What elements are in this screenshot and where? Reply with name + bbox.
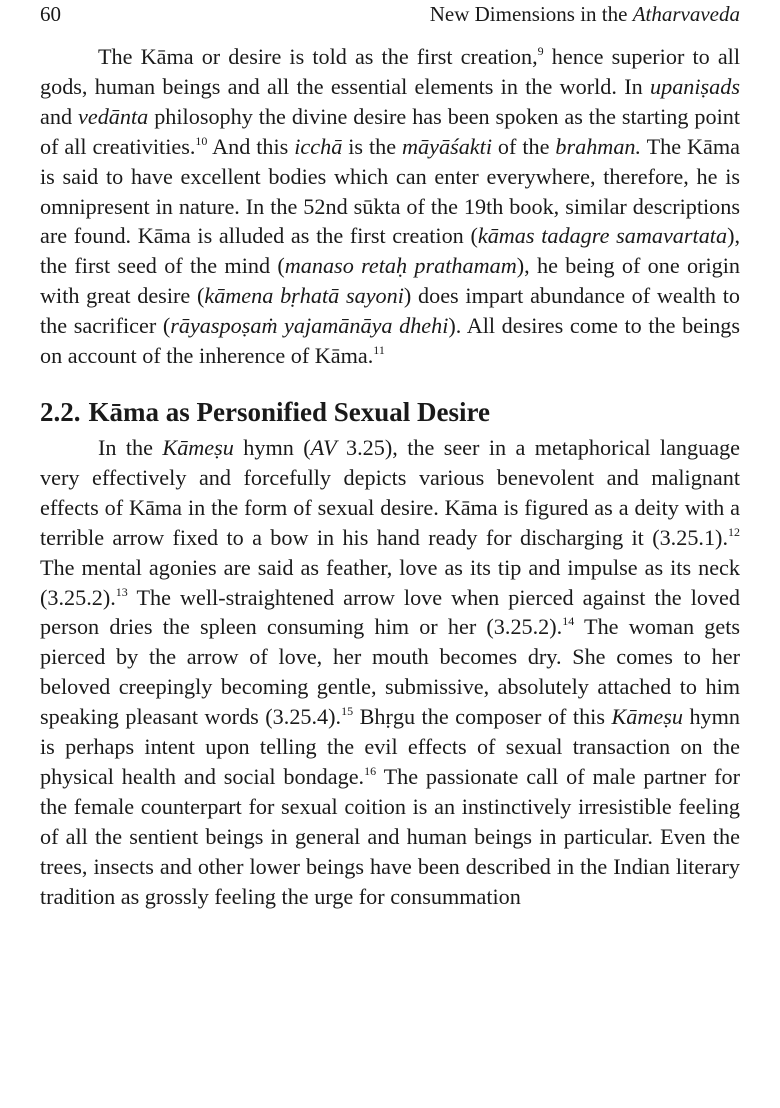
text-run: Bhṛgu the composer of this <box>353 704 612 730</box>
text-run: The passionate call of male partner for the female counterpart for sexual coition is an instinctively irresistible feeling of all the sentient beings in general and human beings in particular. Even the trees, insects and other lower beings have been described in the Indian literary tradition as grossly feeling the urge for consummation <box>40 763 740 909</box>
book-title-italic: Atharvaveda <box>632 2 740 26</box>
footnote-ref-9: 9 <box>537 44 544 58</box>
running-head <box>40 0 740 32</box>
text-run: The Kāma or desire is told as the first creation, <box>98 44 538 69</box>
italic-term: icchā <box>294 133 343 159</box>
text-run: philosophy the divine desire has been spoken as the starting point of all creativities. <box>40 103 740 159</box>
italic-term: Kāmeṣu <box>611 704 683 730</box>
italic-term: brahman. <box>555 133 642 159</box>
italic-term: rāyaspoṣaṁ yajamānāya dhehi <box>170 313 449 339</box>
section-number: 2.2. <box>40 396 81 427</box>
text-run: ), he being of one origin with great desire ( <box>40 253 740 309</box>
text-run: hence superior to all gods, human beings and all the essential elements in the world. In <box>40 44 740 99</box>
text-run: hymn ( <box>233 434 311 460</box>
text-run: of the <box>491 133 556 159</box>
italic-term: Kāmeṣu <box>162 434 234 460</box>
footnote-ref-16: 16 <box>364 763 377 778</box>
text-run: And this <box>207 133 295 159</box>
text-run: and <box>40 103 78 129</box>
book-page <box>40 0 740 1108</box>
italic-term: vedānta <box>78 103 149 129</box>
text-run: ), the first seed of the mind ( <box>40 223 740 279</box>
page-number: 60 <box>40 2 61 26</box>
text-run: is the <box>342 133 403 159</box>
paragraph-kama-first-creation <box>40 42 740 371</box>
text-run: 3.25), the seer in a metaphorical language very effectively and forcefully depicts various benevolent and malignant effects of Kāma in the form of sexual desire. Kāma is figured as a deity with a terrible arrow fixed to a bow in his hand ready for discharging it (3.25.1). <box>40 434 740 550</box>
italic-term: māyāśakti <box>402 133 492 159</box>
paragraph-kamesu-hymn <box>40 433 740 912</box>
text-run: The Kāma is said to have excellent bodies which can enter everywhere, therefore, he is omnipresent in nature. In the 52nd sūkta of the 19th book, similar descriptions are found. Kāma is alluded as the first creation ( <box>40 133 740 249</box>
footnote-ref-13: 13 <box>115 584 128 599</box>
footnote-ref-11: 11 <box>373 343 385 358</box>
text-run: The woman gets pierced by the arrow of love, her mouth becomes dry. She comes to her beloved creepingly becoming gentle, submissive, absolutely attached to him speaking pleasant words (3.25.4). <box>40 614 740 730</box>
text-run: ). All desires come to the beings on account of the inherence of Kāma. <box>40 313 740 369</box>
book-title-prefix: New Dimensions in the <box>429 2 633 26</box>
italic-term: AV <box>310 434 337 460</box>
italic-term: upaniṣads <box>650 73 740 99</box>
footnote-ref-14: 14 <box>562 614 575 629</box>
section-title: Kāma as Personified Sexual Desire <box>88 396 490 427</box>
text-run: The mental agonies are said as feather, love as its tip and impulse as its neck (3.25.2). <box>40 554 740 610</box>
book-title <box>430 2 740 27</box>
text-run: In the <box>98 434 163 460</box>
text-run: The well-straightened arrow love when pierced against the loved person dries the spleen consuming him or her (3.25.2). <box>40 584 740 640</box>
italic-term: manaso retaḥ prathamam <box>284 253 517 279</box>
italic-term: kāmas tadagre samavartata <box>477 223 728 249</box>
footnote-ref-12: 12 <box>728 524 740 539</box>
footnote-ref-15: 15 <box>341 704 354 719</box>
italic-term: kāmena bṛhatā sayoni <box>204 283 404 309</box>
footnote-ref-10: 10 <box>195 133 208 148</box>
text-run: ) does impart abundance of wealth to the sacrificer ( <box>40 283 740 339</box>
text-run: hymn is perhaps intent upon telling the evil effects of sexual transaction on the physical health and social bondage. <box>40 704 740 789</box>
section-heading <box>40 395 740 429</box>
